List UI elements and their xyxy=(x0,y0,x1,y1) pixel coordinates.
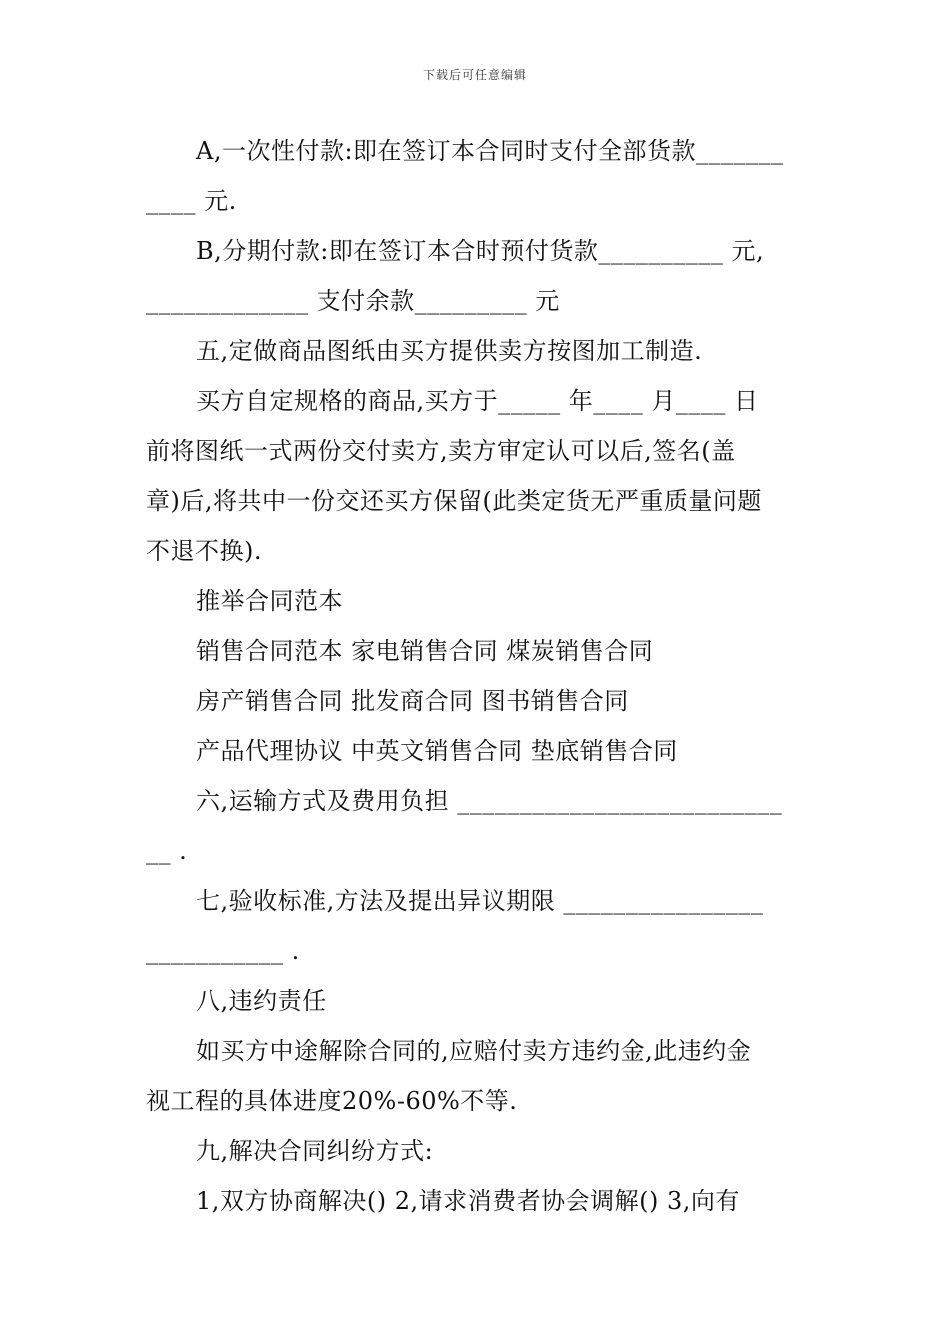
text-line: 销售合同范本 家电销售合同 煤炭销售合同 xyxy=(196,637,654,665)
text-line: 视工程的具体进度20%-60%不等. xyxy=(146,1087,518,1115)
text-line: 如买方中途解除合同的,应赔付卖方违约金,此违约金 xyxy=(196,1037,752,1065)
text-line: 不退不换). xyxy=(146,537,262,565)
page-header: 下载后可任意编辑 xyxy=(422,68,527,82)
document-body xyxy=(146,126,806,1226)
text-line: 九,解决合同纠纷方式: xyxy=(196,1137,434,1165)
text-line: 买方自定规格的商品,买方于_____ 年____ 月____ 日 xyxy=(196,387,759,415)
text-line: A,一次性付款:即在签订本合同时支付全部货款_______ xyxy=(196,137,784,165)
text-line: 七,验收标准,方法及提出异议期限 ________________ xyxy=(196,887,764,915)
text-line: _____________ 支付余款_________ 元 xyxy=(146,287,560,315)
text-line: 房产销售合同 批发商合同 图书销售合同 xyxy=(196,687,629,715)
text-line: 1,双方协商解决() 2,请求消费者协会调解() 3,向有 xyxy=(196,1187,740,1215)
text-line: 产品代理协议 中英文销售合同 垫底销售合同 xyxy=(196,737,678,765)
text-line: 五,定做商品图纸由买方提供卖方按图加工制造. xyxy=(196,337,703,365)
text-line: B,分期付款:即在签订本合时预付货款__________ 元, xyxy=(196,237,765,265)
text-line: 六,运输方式及费用负担 __________________________ xyxy=(196,787,783,815)
text-line: __ . xyxy=(146,837,188,865)
text-line: 前将图纸一式两份交付卖方,卖方审定认可以后,签名(盖 xyxy=(146,437,736,465)
text-line: 八,违约责任 xyxy=(196,987,327,1015)
text-line: ____ 元. xyxy=(146,187,237,215)
text-line: 推举合同范本 xyxy=(196,587,343,615)
text-line: 章)后,将共中一份交还买方保留(此类定货无严重质量问题 xyxy=(146,487,762,515)
text-line: ___________ . xyxy=(146,937,300,965)
